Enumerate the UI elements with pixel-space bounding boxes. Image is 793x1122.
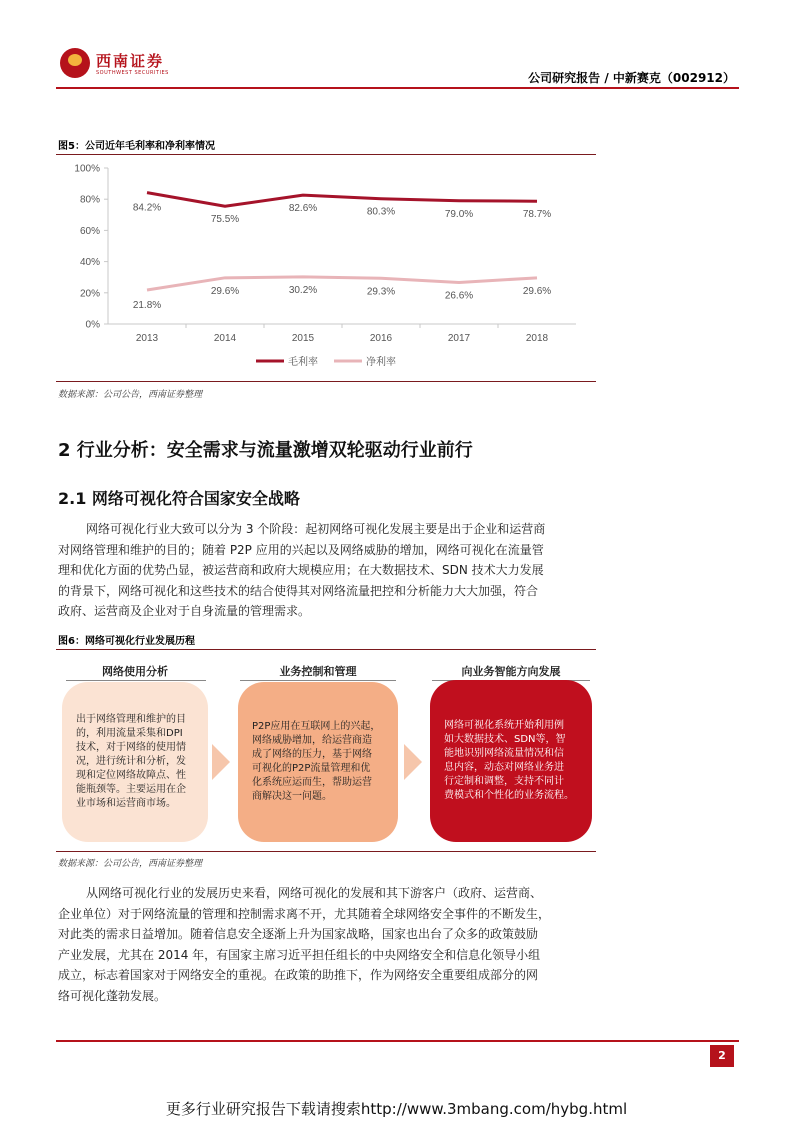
figure6-top-rule <box>56 649 596 650</box>
x-tick-label: 2018 <box>525 333 549 344</box>
paragraph-line: 络可视化蓬勃发展。 <box>58 988 167 1003</box>
stage-title-underline <box>240 680 396 681</box>
paragraph-line: 产业发展，尤其在 2014 年，有国家主席习近平担任组长的中央网络安全和信息化领导小组 <box>58 947 541 962</box>
stage-text-line: P2P应用在互联网上的兴起， <box>252 721 381 732</box>
history-paragraph <box>58 883 738 1006</box>
data-label: 78.7% <box>522 209 552 221</box>
data-label: 84.2% <box>132 202 162 214</box>
stage-box-business-control <box>238 682 398 842</box>
data-label: 79.0% <box>444 208 474 220</box>
data-label: 80.3% <box>366 206 396 218</box>
stage-title-intelligence: 向业务智能方向发展 <box>461 665 561 678</box>
stage-text-line: 业市场和运营商市场。 <box>76 798 176 809</box>
paragraph-line: 对网络管理和维护的目的；随着 P2P 应用的兴起以及网络威胁的增加，网络可视化在流量管 <box>58 542 544 557</box>
legend-label: 毛利率 <box>288 357 318 368</box>
series-line-gross-margin <box>147 193 537 207</box>
paragraph-line: 的背景下，网络可视化和这些技术的结合使得其对网络流量把控和分析能力大大加强，符合 <box>58 583 539 598</box>
y-tick-label: 60% <box>79 225 100 237</box>
paragraph-line: 企业单位）对于网络流量的管理和控制需求离不开，尤其随着全球网络安全事件的不断发生， <box>58 906 551 921</box>
stage-text-line: 可视化的P2P流量管理和优 <box>252 763 371 774</box>
subsection-heading: 2.1 网络可视化符合国家安全战略 <box>58 489 300 508</box>
promo-link-text[interactable]: 更多行业研究报告下载请搜索http://www.3mbang.com/hybg.html <box>165 1100 628 1118</box>
stage-text-line: 网络可视化系统开始利用例 <box>444 720 564 731</box>
stage-text-line: 商解决这一问题。 <box>252 791 332 802</box>
y-tick-label: 100% <box>74 163 100 175</box>
data-label: 21.8% <box>132 299 162 311</box>
x-tick-label: 2015 <box>291 333 315 344</box>
stage-text-line: 能地识别网络流量情况和信 <box>444 748 564 759</box>
page-number: 2 <box>710 1045 734 1067</box>
stage-text-line: 成了网络的压力，基于网络 <box>252 749 372 760</box>
arrow-right-icon <box>212 744 230 780</box>
stage-text-line: 现和定位网络故障点、性 <box>76 770 186 781</box>
stage-title-underline <box>66 680 206 681</box>
stage-text-line: 行定制和调整，支持不同计 <box>444 776 564 787</box>
footer-divider <box>56 1040 739 1042</box>
figure6-title: 图6：网络可视化行业发展历程 <box>58 636 195 647</box>
stage-text-line: 如大数据技术、SDN等，智 <box>444 734 566 745</box>
y-tick-label: 80% <box>79 194 100 206</box>
stage-text-line: 网络威胁增加，给运营商造 <box>252 735 372 746</box>
report-title: 公司研究报告 / 中新赛克（002912） <box>528 71 735 85</box>
figure5-top-rule <box>56 154 596 155</box>
stage-text-line: 费模式和个性化的业务流程。 <box>444 790 574 801</box>
stage-title-usage-analysis: 网络使用分析 <box>102 665 168 678</box>
stage-text-line: 化系统应运而生，帮助运营 <box>252 777 372 788</box>
x-tick-label: 2017 <box>447 333 471 344</box>
stage-box-intelligence <box>430 680 592 842</box>
y-tick-label: 20% <box>79 288 100 300</box>
paragraph-line: 成立，标志着国家对于网络安全的重视。在政策的助推下，作为网络安全重要组成部分的网 <box>58 968 539 982</box>
paragraph-line: 对此类的需求日益增加。随着信息安全逐渐上升为国家战略，国家也出台了众多的政策鼓励 <box>58 927 539 941</box>
figure5-bottom-rule <box>56 381 596 382</box>
figure6-bottom-rule <box>56 851 596 852</box>
stage-text-line: 技术，对于网络的使用情 <box>76 742 186 753</box>
stage-text-line: 能瓶颈等。主要运用在企 <box>76 784 186 795</box>
y-tick-label: 0% <box>85 319 100 331</box>
x-tick-label: 2013 <box>135 333 159 344</box>
stage-text-line: 出于网络管理和维护的目 <box>76 714 186 725</box>
stage-text-line: 的，利用流量采集和DPI <box>76 728 183 739</box>
paragraph-line: 理和优化方面的优势凸显，被运营商和政府大规模应用；在大数据技术、SDN 技术大力发展 <box>58 563 544 577</box>
paragraph-line: 网络可视化行业大致可以分为 3 个阶段：起初网络可视化发展主要是出于企业和运营商 <box>86 522 546 536</box>
data-label: 29.6% <box>210 285 240 297</box>
header-divider <box>56 87 739 89</box>
data-label: 29.6% <box>522 285 552 297</box>
data-label: 82.6% <box>288 203 318 215</box>
figure6-source: 数据来源：公司公告，西南证券整理 <box>58 859 203 869</box>
stage-text-line: 息内容，动态对网络业务进 <box>444 762 564 773</box>
stage-text-line: 况，进行统计和分析，发 <box>76 756 186 767</box>
figure5-source: 数据来源：公司公告，西南证券整理 <box>58 390 203 400</box>
figure5-title: 图5：公司近年毛利率和净利率情况 <box>58 141 215 152</box>
x-tick-label: 2014 <box>213 333 237 344</box>
paragraph-line: 从网络可视化行业的发展历史来看，网络可视化的发展和其下游客户（政府、运营商、 <box>86 886 543 900</box>
y-tick-label: 40% <box>79 257 100 269</box>
data-label: 30.2% <box>288 284 318 296</box>
logo-text: 西南证券 <box>96 52 165 70</box>
logo-subtext: SOUTHWEST SECURITIES <box>96 70 169 76</box>
data-label: 75.5% <box>210 214 240 226</box>
data-label: 26.6% <box>444 290 474 302</box>
x-tick-label: 2016 <box>369 333 393 344</box>
paragraph-line: 政府、运营商及企业对于自身流量的管理需求。 <box>58 604 311 618</box>
series-line-net-margin <box>147 277 537 290</box>
data-label: 29.3% <box>366 286 396 298</box>
margin-line-chart <box>56 158 596 378</box>
arrow-right-icon <box>404 744 422 780</box>
logo-icon <box>60 48 90 78</box>
stage-box-usage-analysis <box>62 682 208 842</box>
section-paragraph <box>58 519 738 622</box>
legend-label: 净利率 <box>366 357 396 368</box>
section-heading: 2 行业分析：安全需求与流量激增双轮驱动行业前行 <box>58 440 473 461</box>
stage-title-business-control: 业务控制和管理 <box>279 665 357 678</box>
